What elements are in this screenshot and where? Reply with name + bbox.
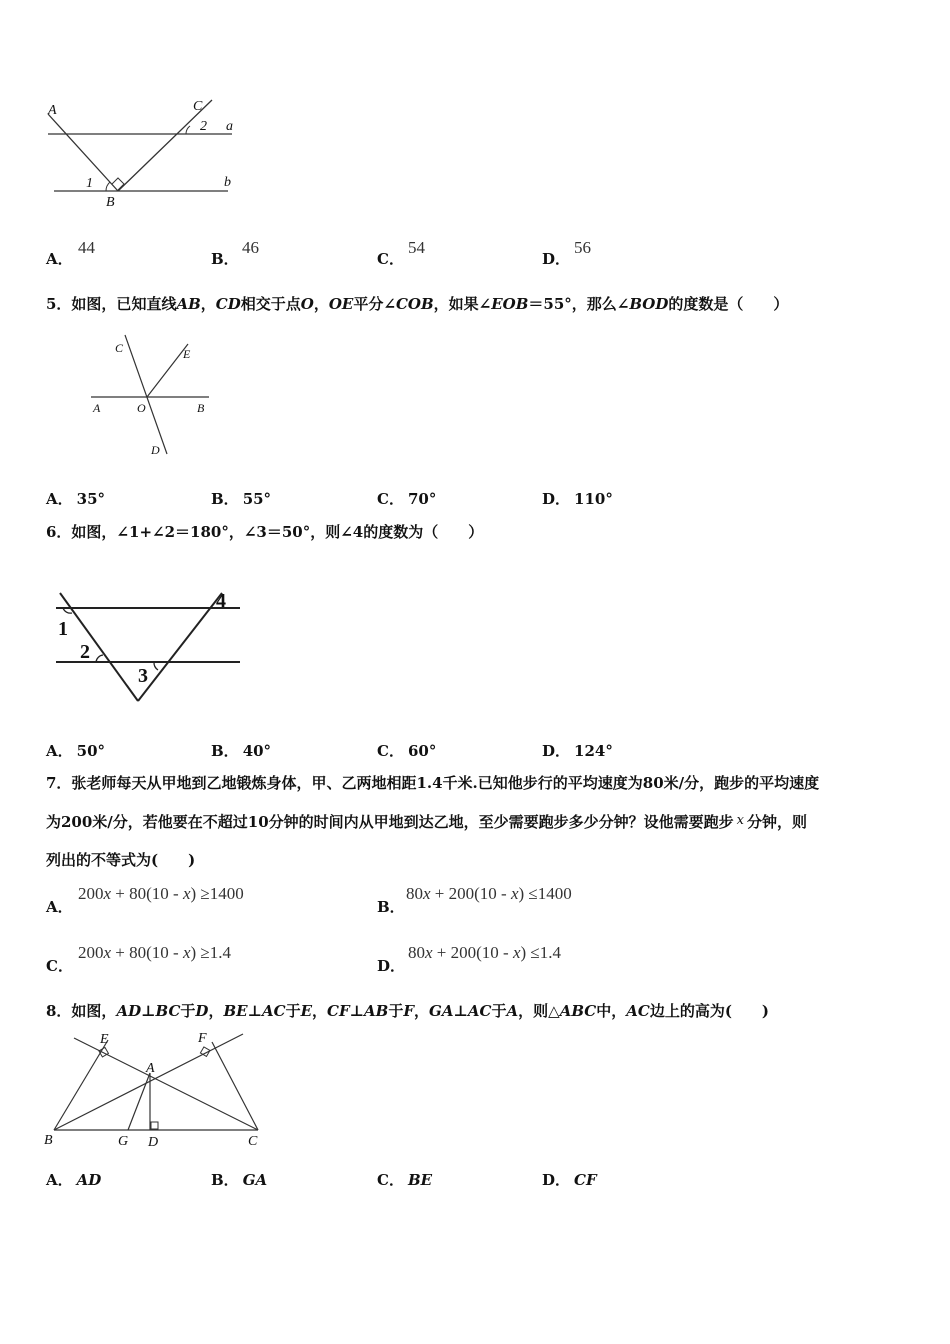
q5-option-a[interactable]: A． 35° — [46, 490, 106, 508]
q8-option-d[interactable]: D． CF — [542, 1171, 597, 1189]
label-C: C — [248, 1134, 258, 1149]
q7-option-d-expr: 80x + 200(10 - x) ≤1.4 — [408, 943, 562, 962]
q7-option-c-expr: 200x + 80(10 - x) ≥1.4 — [78, 943, 232, 962]
q7-line3: 列出的不等式为( ) — [46, 851, 196, 869]
label-E: E — [183, 347, 191, 361]
label-G: G — [118, 1134, 129, 1149]
label-1: 1 — [58, 618, 68, 640]
q7-option-a-expr: 200x + 80(10 - x) ≥1400 — [78, 884, 244, 903]
label-C: C — [193, 99, 203, 114]
q7-question — [46, 764, 908, 879]
q4-figure — [40, 92, 250, 217]
q7-option-c[interactable]: C． — [46, 957, 73, 975]
q4-option-c[interactable]: C． — [377, 250, 404, 268]
label-A: A — [48, 103, 57, 118]
q4-option-a-value: 44 — [78, 238, 95, 257]
q5-question: 5．如图，已知直线AB，CD相交于点O，OE平分∠COB，如果∠EOB＝55°，那么∠BOD的度数是（ ） — [46, 295, 789, 313]
label-A: A — [146, 1061, 155, 1076]
q4-option-d-value: 56 — [574, 238, 591, 257]
q8-option-c[interactable]: C． BE — [377, 1171, 433, 1189]
label-B: B — [106, 195, 115, 210]
q5-option-d[interactable]: D． 110° — [542, 490, 613, 508]
label-C: C — [115, 341, 124, 355]
q4-option-a[interactable]: A． — [46, 250, 73, 268]
q7-option-d[interactable]: D． — [377, 957, 406, 975]
label-D: D — [148, 1135, 159, 1150]
q6-option-d[interactable]: D． 124° — [542, 742, 613, 760]
label-2: 2 — [200, 119, 207, 134]
label-A: A — [93, 401, 101, 415]
label-a: a — [226, 119, 233, 134]
q7-option-b[interactable]: B． — [377, 898, 405, 916]
label-F: F — [198, 1031, 207, 1046]
q7-option-b-expr: 80x + 200(10 - x) ≤1400 — [406, 884, 572, 903]
q6-question: 6．如图，∠1+∠2＝180°，∠3＝50°，则∠4的度数为（ ） — [46, 523, 484, 541]
q5-option-c[interactable]: C． 70° — [377, 490, 437, 508]
q6-option-a[interactable]: A． 50° — [46, 742, 106, 760]
label-2: 2 — [80, 641, 90, 663]
q4-option-d[interactable]: D． — [542, 250, 571, 268]
q5-option-b[interactable]: B． 55° — [211, 490, 272, 508]
label-D: D — [151, 443, 160, 457]
q8-option-a[interactable]: A． AD — [46, 1171, 102, 1189]
label-B: B — [44, 1133, 53, 1148]
q5-figure — [85, 330, 215, 460]
label-B: B — [197, 401, 205, 415]
q4-option-c-value: 54 — [408, 238, 425, 257]
label-E: E — [100, 1032, 109, 1047]
q7-line1: 7．张老师每天从甲地到乙地锻炼身体，甲、乙两地相距1.4千米.已知他步行的平均速度为80米/分，跑步的平均速度 — [46, 774, 820, 792]
label-3: 3 — [138, 665, 148, 687]
q8-question: 8．如图，AD⊥BC于D，BE⊥AC于E，CF⊥AB于F，GA⊥AC于A，则△ABC中，AC边上的高为( ) — [46, 1002, 770, 1020]
q8-option-b[interactable]: B． GA — [211, 1171, 268, 1189]
q6-option-c[interactable]: C． 60° — [377, 742, 437, 760]
label-O: O — [137, 401, 146, 415]
q4-option-b[interactable]: B． — [211, 250, 239, 268]
label-1: 1 — [86, 176, 93, 191]
label-b: b — [224, 175, 231, 190]
q6-option-b[interactable]: B． 40° — [211, 742, 272, 760]
q7-line2: 为200米/分，若他要在不超过10分钟的时间内从甲地到达乙地，至少需要跑步多少分钟？设他需要跑步 x 分钟，则 — [46, 813, 808, 831]
q6-figure — [50, 585, 250, 705]
q8-figure — [40, 1028, 270, 1153]
q7-option-a[interactable]: A． — [46, 898, 73, 916]
label-4: 4 — [216, 590, 226, 612]
q4-option-b-value: 46 — [242, 238, 259, 257]
